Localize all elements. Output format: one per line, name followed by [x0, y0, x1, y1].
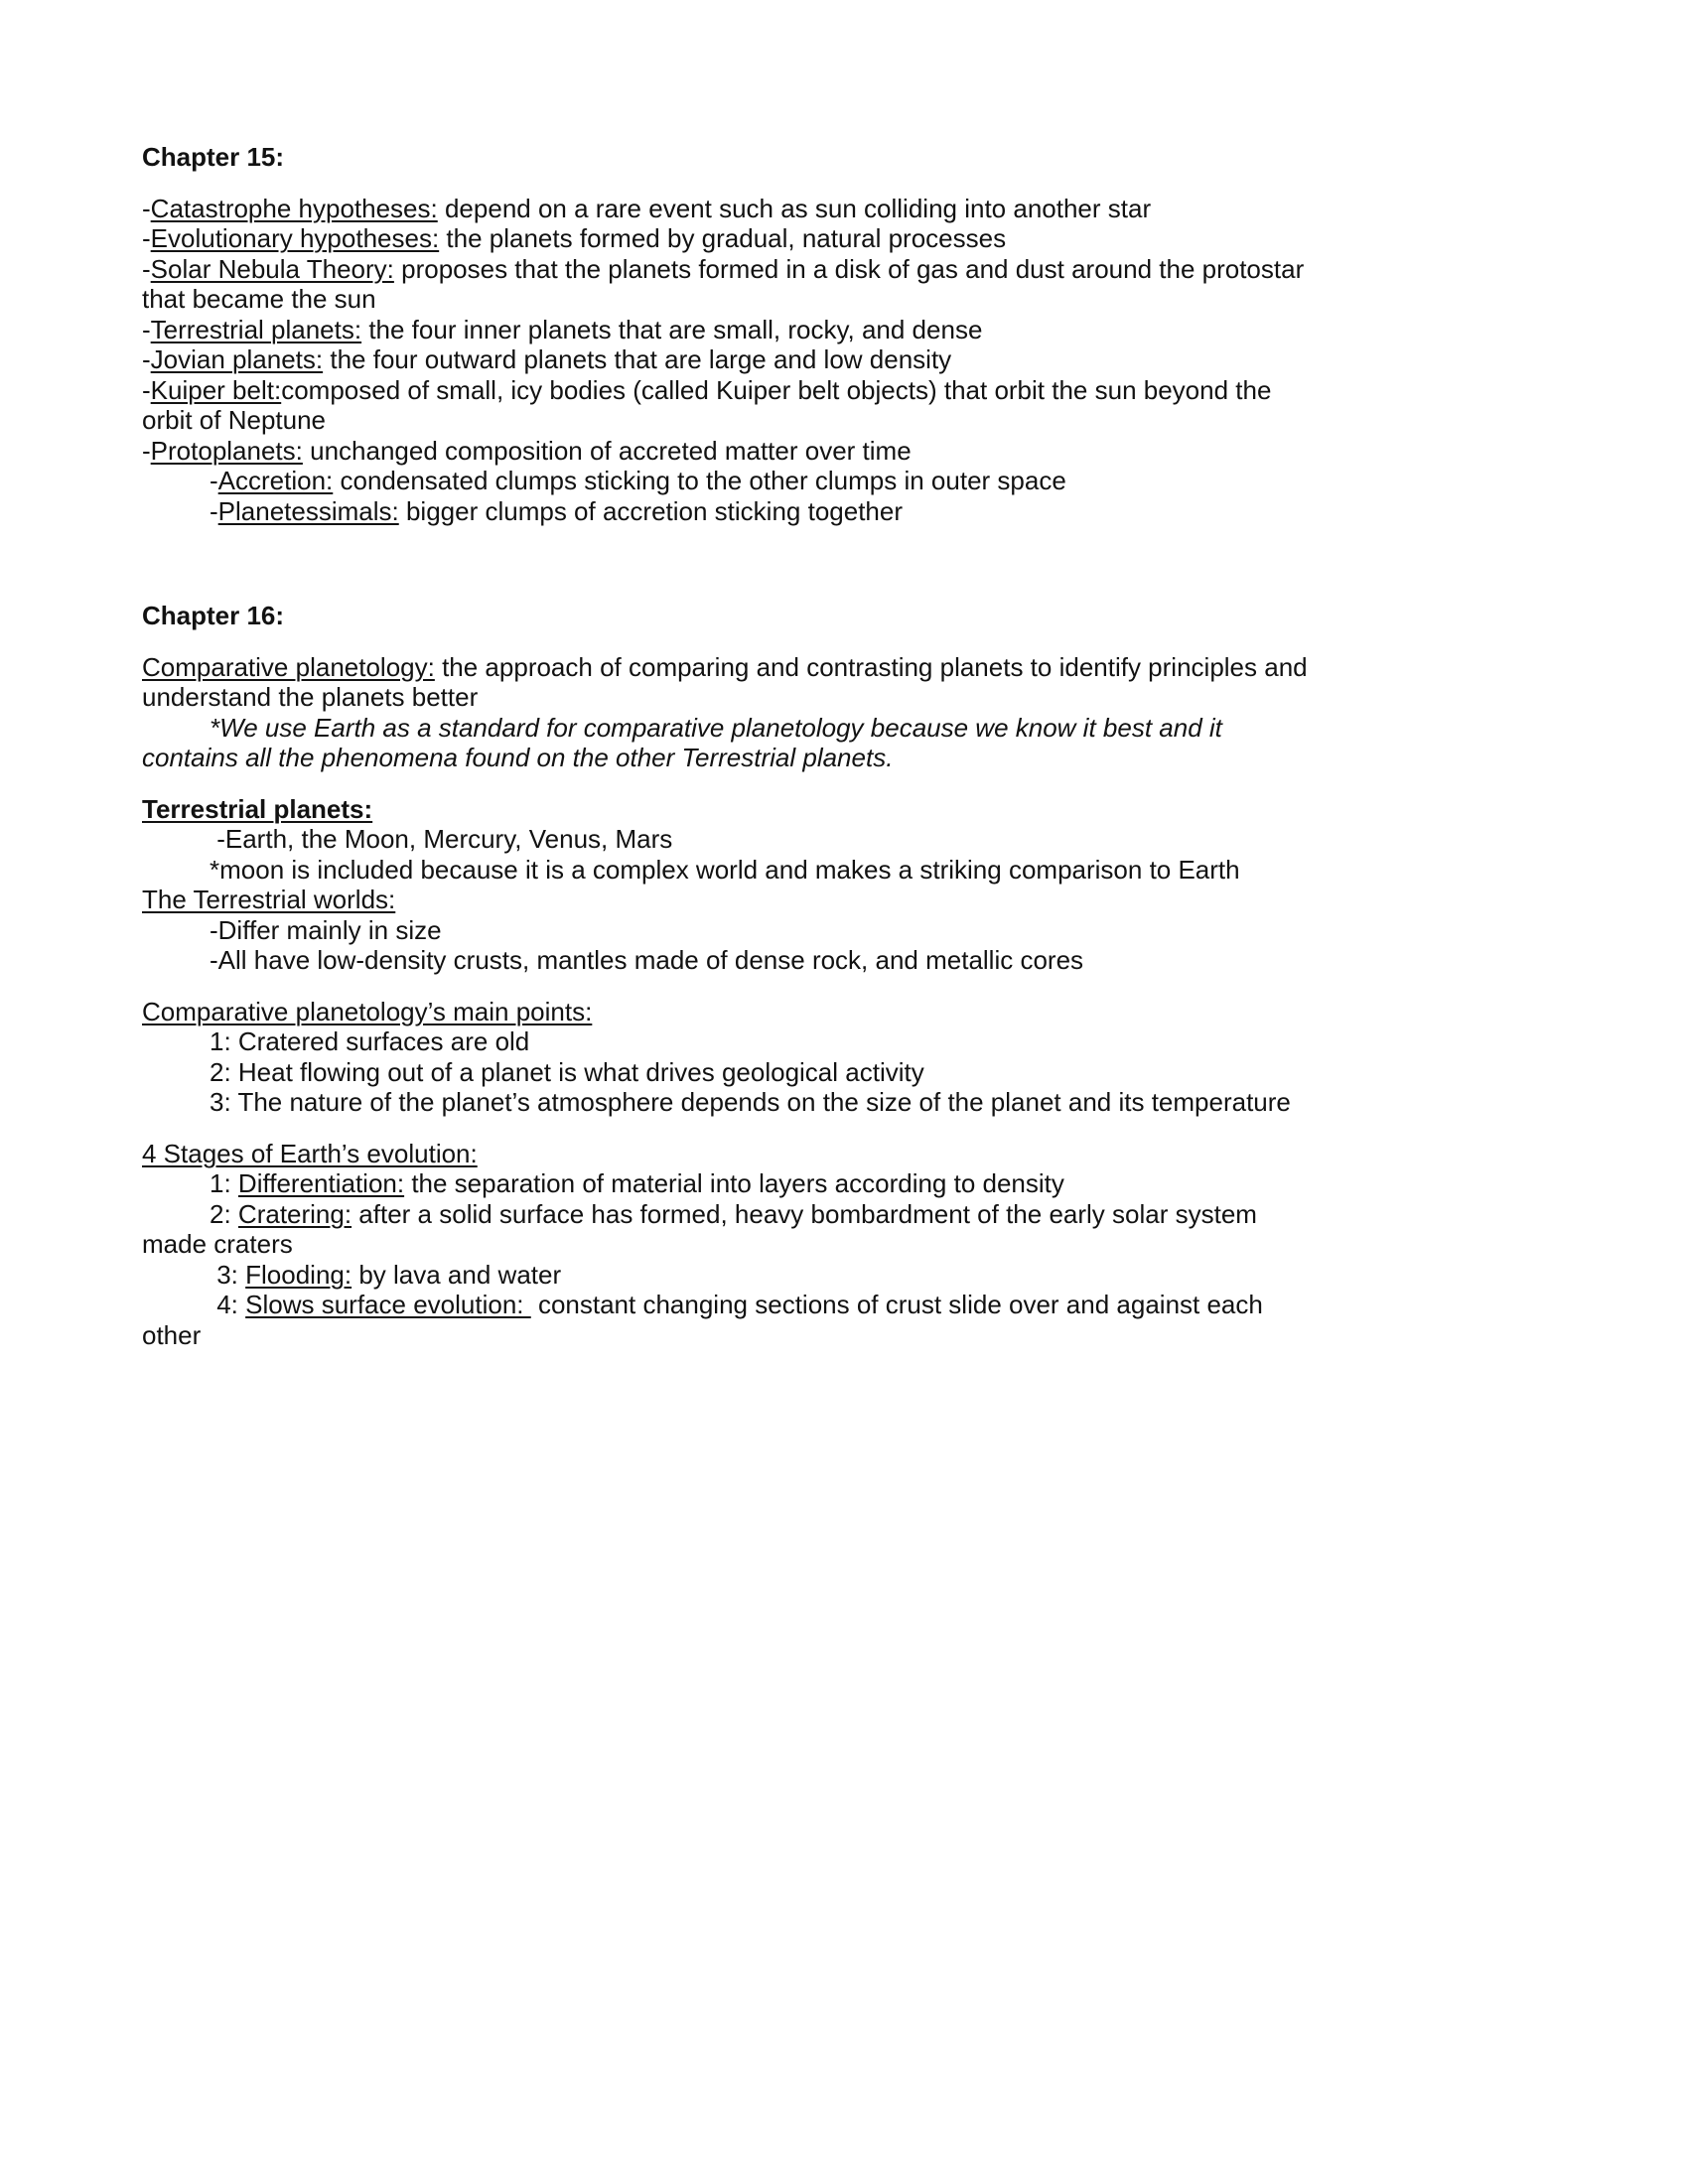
- text-segment: -: [142, 374, 151, 405]
- main-points-heading: [142, 997, 1544, 1027]
- term-underlined: Terrestrial planets:: [150, 314, 362, 344]
- text-segment: 3:: [210, 1259, 246, 1290]
- text-segment: the separation of material into layers according to density: [404, 1168, 1064, 1198]
- text-segment: the four inner planets that are small, rocky, and dense: [361, 314, 983, 344]
- text-segment: 1: Cratered surfaces are old: [210, 1026, 530, 1056]
- text-segment: -: [142, 253, 151, 284]
- text-segment: other: [142, 1319, 202, 1350]
- wrap-line: [142, 682, 1544, 713]
- note-line: [142, 855, 1544, 886]
- list-line: [142, 945, 1544, 976]
- text-segment: -Differ mainly in size: [210, 914, 442, 945]
- term-line: [142, 436, 1544, 467]
- term-underlined: Differentiation:: [237, 1168, 405, 1198]
- text-segment: unchanged composition of accreted matter over time: [302, 435, 912, 466]
- term-underlined: Jovian planets:: [150, 344, 324, 374]
- text-segment: the four outward planets that are large and low density: [323, 344, 952, 374]
- wrap-line: [142, 284, 1544, 315]
- numbered-line: [142, 1199, 1544, 1230]
- list-line: [142, 824, 1544, 855]
- term-line: [142, 652, 1544, 683]
- term-underlined: Solar Nebula Theory:: [150, 253, 394, 284]
- text-segment: -: [142, 193, 151, 223]
- term-line: [142, 496, 1544, 527]
- text-segment: -: [142, 314, 151, 344]
- text-segment: *We use Earth as a standard for comparative planetology because we know it best and it: [210, 712, 1222, 743]
- text-segment: -: [142, 344, 151, 374]
- terrestrial-worlds-heading: [142, 885, 1544, 915]
- text-segment: orbit of Neptune: [142, 405, 327, 435]
- text-segment: bigger clumps of accretion sticking together: [398, 495, 904, 526]
- text-segment: composed of small, icy bodies (called Kuiper belt objects) that orbit the sun beyond the: [281, 374, 1272, 405]
- text-segment: 2:: [210, 1198, 238, 1229]
- numbered-line: [142, 1290, 1544, 1320]
- text-segment: contains all the phenomena found on the other Terrestrial planets.: [142, 743, 894, 772]
- term-underlined: Catastrophe hypotheses:: [150, 193, 438, 223]
- chapter-15-heading: [142, 142, 1544, 173]
- note-line: [142, 713, 1544, 744]
- text-segment: 1:: [210, 1168, 238, 1198]
- text-segment: proposes that the planets formed in a disk of gas and dust around the protostar: [393, 253, 1305, 284]
- numbered-line: [142, 1087, 1544, 1118]
- text-segment: by lava and water: [352, 1259, 562, 1290]
- term-underlined: Slows surface evolution:: [245, 1290, 531, 1319]
- list-line: [142, 915, 1544, 946]
- numbered-line: [142, 1168, 1544, 1199]
- wrap-line: [142, 405, 1544, 436]
- terrestrial-planets-heading: [142, 794, 1544, 825]
- text-segment: 2: Heat flowing out of a planet is what drives geological activity: [210, 1056, 924, 1087]
- numbered-line: [142, 1057, 1544, 1088]
- term-underlined: The Terrestrial worlds:: [142, 885, 396, 914]
- text-segment: understand the planets better: [142, 682, 479, 712]
- term-underlined: Accretion:: [217, 466, 334, 495]
- text-segment: 4:: [210, 1290, 246, 1319]
- term-underlined: Flooding:: [245, 1259, 352, 1290]
- term-underlined: Planetessimals:: [217, 495, 399, 526]
- text-segment: -: [142, 223, 151, 253]
- text-segment: -All have low-density crusts, mantles made of dense rock, and metallic cores: [210, 945, 1084, 975]
- term-line: [142, 466, 1544, 496]
- term-underlined: Protoplanets:: [150, 435, 303, 466]
- text-segment: the planets formed by gradual, natural processes: [439, 223, 1007, 253]
- wrap-line: [142, 1229, 1544, 1260]
- text-segment: that became the sun: [142, 284, 376, 314]
- term-line: [142, 254, 1544, 285]
- chapter-16-heading: [142, 601, 1544, 631]
- four-stages-heading: [142, 1139, 1544, 1169]
- term-underlined: Kuiper belt:: [150, 374, 282, 405]
- term-line: [142, 344, 1544, 375]
- term-line: [142, 194, 1544, 224]
- numbered-line: [142, 1260, 1544, 1291]
- term-line: [142, 375, 1544, 406]
- text-segment: the approach of comparing and contrasting planets to identify principles and: [434, 651, 1308, 682]
- document-content: [142, 142, 1544, 1350]
- term-underlined: Comparative planetology’s main points:: [142, 996, 593, 1026]
- text-segment: Chapter 16:: [142, 601, 285, 630]
- text-segment: Chapter 15:: [142, 142, 285, 172]
- text-segment: 3: The nature of the planet’s atmosphere depends on the size of the planet and its temperature: [210, 1087, 1291, 1117]
- term-underlined: 4 Stages of Earth’s evolution:: [142, 1138, 478, 1168]
- text-segment: -Earth, the Moon, Mercury, Venus, Mars: [210, 824, 673, 854]
- text-segment: after a solid surface has formed, heavy bombardment of the early solar system: [352, 1198, 1257, 1229]
- term-underlined: Evolutionary hypotheses:: [150, 223, 440, 253]
- text-segment: -: [210, 466, 218, 495]
- term-underlined: Cratering:: [237, 1198, 352, 1229]
- term-underlined: Comparative planetology:: [142, 651, 435, 682]
- wrap-line: [142, 1320, 1544, 1351]
- text-segment: -: [142, 435, 151, 466]
- text-segment: depend on a rare event such as sun colliding into another star: [437, 193, 1152, 223]
- text-segment: *moon is included because it is a complex world and makes a striking comparison to Earth: [210, 854, 1240, 885]
- text-segment: -: [210, 495, 218, 526]
- term-line: [142, 315, 1544, 345]
- text-segment: constant changing sections of crust slide over and against each: [530, 1290, 1263, 1319]
- numbered-line: [142, 1026, 1544, 1057]
- text-segment: condensated clumps sticking to the other clumps in outer space: [333, 466, 1066, 495]
- text-segment: made craters: [142, 1229, 293, 1259]
- term-line: [142, 223, 1544, 254]
- term-underlined: Terrestrial planets:: [142, 793, 373, 824]
- wrap-line: [142, 743, 1544, 773]
